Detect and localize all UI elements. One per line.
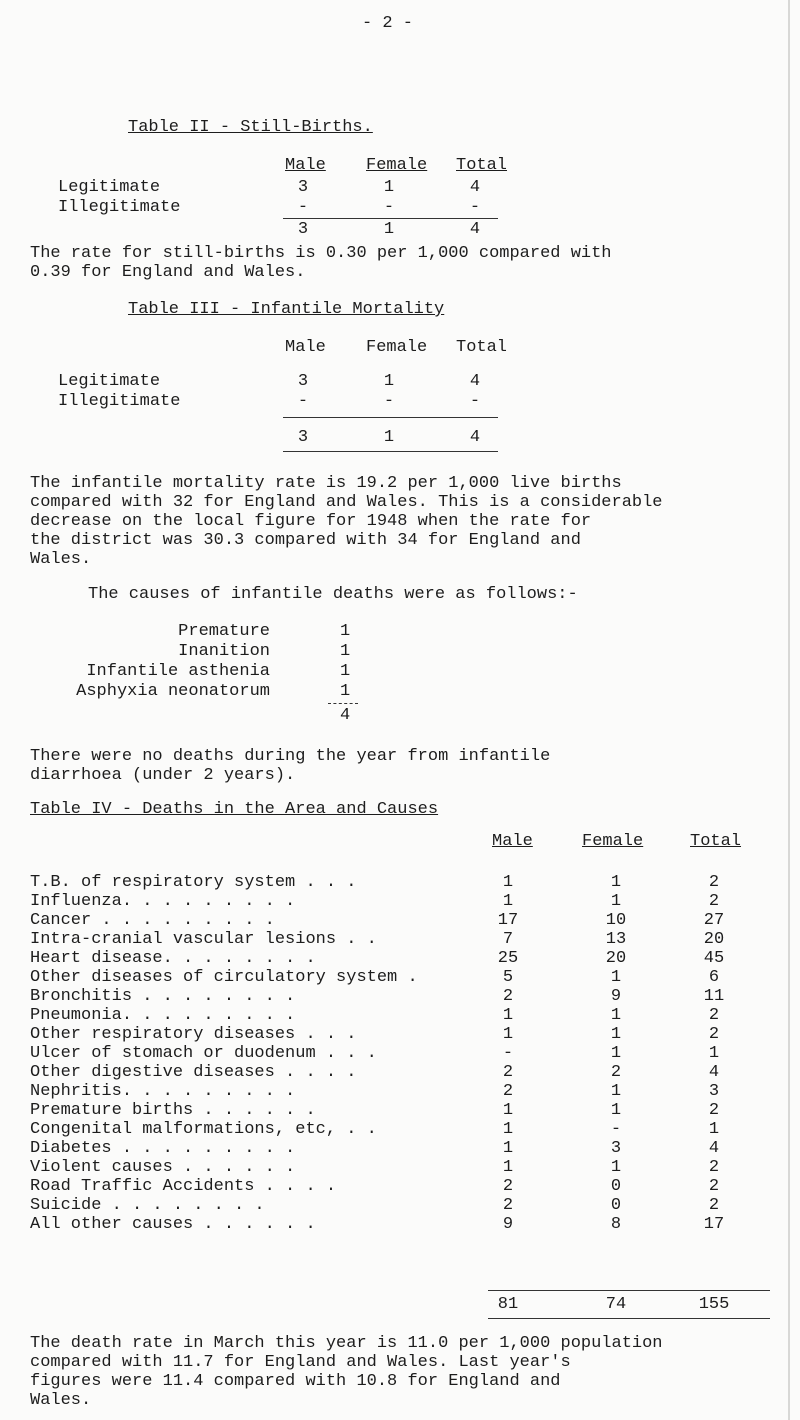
table3-total-rule (283, 417, 498, 418)
infantile-paragraph-line: The infantile mortality rate is 19.2 per 1,000 live births (30, 474, 622, 493)
table4-cell-total: 20 (703, 930, 725, 949)
table3-cell: - (469, 392, 481, 411)
deathrate-paragraph-line: figures were 11.4 compared with 10.8 for England and (30, 1372, 561, 1391)
table4-cell-female: 0 (610, 1177, 622, 1196)
table4-cell-female: 1 (610, 1025, 622, 1044)
table4-cell-total: 1 (708, 1120, 720, 1139)
table4-cell-female: 1 (610, 968, 622, 987)
table4-cell-total: 17 (703, 1215, 725, 1234)
infantile-paragraph-line: Wales. (30, 550, 92, 569)
table4-cell-female: 1 (610, 1101, 622, 1120)
infantile-paragraph-line: decrease on the local figure for 1948 when the rate for (30, 512, 592, 531)
table4-cell-female: 8 (610, 1215, 622, 1234)
table4-cell-total: 45 (703, 949, 725, 968)
table3-total-total: 4 (469, 428, 481, 447)
table4-header-total: Total (690, 832, 742, 851)
table4-cell-male: 1 (502, 1101, 514, 1120)
table3-header-female: Female (366, 338, 428, 357)
table4-row-label: Cancer . . . . . . . . . (30, 911, 275, 930)
table4-row-label: Suicide . . . . . . . . (30, 1196, 265, 1215)
table4-row-label: All other causes . . . . . . (30, 1215, 316, 1234)
table4-cell-total: 2 (708, 1196, 720, 1215)
table4-cell-male: 1 (502, 1120, 514, 1139)
table4-cell-total: 2 (708, 892, 720, 911)
table2-cell: - (297, 198, 309, 217)
table3-cell: 4 (469, 372, 481, 391)
table4-total-female: 74 (605, 1295, 627, 1314)
table4-cell-male: 2 (502, 1082, 514, 1101)
table2-title: Table II - Still-Births. (128, 118, 373, 137)
table4-cell-female: 2 (610, 1063, 622, 1082)
table4-cell-total: 11 (703, 987, 725, 1006)
infant-cause-value: 1 (340, 642, 351, 661)
table3-total-female: 1 (383, 428, 395, 447)
table2-total-female: 1 (383, 220, 395, 239)
table4-cell-female: 1 (610, 873, 622, 892)
table4-cell-female: 0 (610, 1196, 622, 1215)
table3-bottom-rule (283, 451, 498, 452)
table3-header-male: Male (285, 338, 326, 357)
table4-cell-total: 27 (703, 911, 725, 930)
infant-cause-label: Asphyxia neonatorum (76, 682, 270, 701)
table4-cell-male: 1 (502, 1006, 514, 1025)
table4-cell-total: 6 (708, 968, 720, 987)
table2-header-male: Male (285, 156, 326, 175)
table4-total-rule (488, 1290, 770, 1291)
table4-row-label: Congenital malformations, etc, . . (30, 1120, 377, 1139)
table4-cell-male: 2 (502, 1063, 514, 1082)
table4-cell-male: 1 (502, 1025, 514, 1044)
table2-cell: - (383, 198, 395, 217)
table4-row-label: Ulcer of stomach or duodenum . . . (30, 1044, 377, 1063)
table4-cell-female: 9 (610, 987, 622, 1006)
infant-cause-value: 1 (340, 682, 351, 701)
table4-cell-total: 1 (708, 1044, 720, 1063)
table4-cell-female: 1 (610, 1082, 622, 1101)
deathrate-paragraph-line: compared with 11.7 for England and Wales. Last year's (30, 1353, 571, 1372)
deathrate-paragraph-line: Wales. (30, 1391, 92, 1410)
table4-title: Table IV - Deaths in the Area and Causes (30, 800, 439, 819)
table4-cell-male: 9 (502, 1215, 514, 1234)
table3-cell: - (383, 392, 395, 411)
table4-cell-total: 2 (708, 1158, 720, 1177)
table4-row-label: Premature births . . . . . . (30, 1101, 316, 1120)
table4-cell-male: 1 (502, 1139, 514, 1158)
table2-row-label: Legitimate (58, 178, 161, 197)
table4-cell-female: 10 (605, 911, 627, 930)
table2-header-female: Female (366, 156, 428, 175)
table4-row-label: Nephritis. . . . . . . . . (30, 1082, 296, 1101)
table4-cell-female: 1 (610, 892, 622, 911)
table4-cell-male: 7 (502, 930, 514, 949)
table4-cell-male: 1 (502, 873, 514, 892)
table2-cell: 3 (297, 178, 309, 197)
infant-causes-rule (328, 703, 358, 704)
table4-cell-male: 2 (502, 1196, 514, 1215)
stillbirth-paragraph-line: 0.39 for England and Wales. (30, 263, 306, 282)
table4-cell-female: 1 (610, 1006, 622, 1025)
diarrhoea-paragraph-line: diarrhoea (under 2 years). (30, 766, 296, 785)
infant-cause-value: 1 (340, 662, 351, 681)
infant-cause-label: Inanition (178, 642, 270, 661)
table3-title: Table III - Infantile Mortality (128, 300, 445, 319)
table4-row-label: Heart disease. . . . . . . . (30, 949, 316, 968)
table4-cell-male: 25 (497, 949, 519, 968)
table3-row-label: Legitimate (58, 372, 161, 391)
table4-total-male: 81 (497, 1295, 519, 1314)
infant-causes-total: 4 (340, 706, 351, 725)
table4-row-label: Bronchitis . . . . . . . . (30, 987, 296, 1006)
table4-cell-male: 17 (497, 911, 519, 930)
table4-cell-female: - (610, 1120, 622, 1139)
table4-row-label: Influenza. . . . . . . . . (30, 892, 296, 911)
table4-cell-total: 2 (708, 1006, 720, 1025)
table2-cell: - (469, 198, 481, 217)
infantile-paragraph-line: compared with 32 for England and Wales. This is a considerable (30, 493, 663, 512)
table4-bottom-rule (488, 1318, 770, 1319)
page-number: - 2 - (362, 14, 414, 33)
table4-cell-female: 20 (605, 949, 627, 968)
page-edge (788, 0, 790, 1420)
table2-total-male: 3 (297, 220, 309, 239)
table4-cell-male: 2 (502, 987, 514, 1006)
stillbirth-paragraph-line: The rate for still-births is 0.30 per 1,000 compared with (30, 244, 612, 263)
infantile-paragraph-line: the district was 30.3 compared with 34 for England and (30, 531, 581, 550)
table4-cell-female: 3 (610, 1139, 622, 1158)
table4-cell-total: 2 (708, 873, 720, 892)
table4-row-label: Diabetes . . . . . . . . . (30, 1139, 296, 1158)
table4-row-label: T.B. of respiratory system . . . (30, 873, 357, 892)
table4-cell-female: 1 (610, 1044, 622, 1063)
table4-header-female: Female (582, 832, 644, 851)
table4-total-total: 155 (698, 1295, 730, 1314)
table4-row-label: Other diseases of circulatory system . (30, 968, 418, 987)
table4-cell-female: 1 (610, 1158, 622, 1177)
table4-cell-male: 1 (502, 1158, 514, 1177)
infant-cause-label: Infantile asthenia (86, 662, 270, 681)
table4-cell-total: 3 (708, 1082, 720, 1101)
table3-header-total: Total (456, 338, 508, 357)
diarrhoea-paragraph-line: There were no deaths during the year from infantile (30, 747, 551, 766)
table4-row-label: Violent causes . . . . . . (30, 1158, 296, 1177)
table4-cell-male: 5 (502, 968, 514, 987)
table4-row-label: Road Traffic Accidents . . . . (30, 1177, 337, 1196)
table3-cell: - (297, 392, 309, 411)
table4-row-label: Intra-cranial vascular lesions . . (30, 930, 377, 949)
table4-cell-total: 2 (708, 1101, 720, 1120)
table2-total-total: 4 (469, 220, 481, 239)
table4-cell-total: 4 (708, 1139, 720, 1158)
table4-cell-total: 4 (708, 1063, 720, 1082)
table4-header-male: Male (492, 832, 533, 851)
table2-cell: 1 (383, 178, 395, 197)
infant-cause-value: 1 (340, 622, 351, 641)
table3-row-label: Illegitimate (58, 392, 181, 411)
table4-row-label: Other respiratory diseases . . . (30, 1025, 357, 1044)
table4-row-label: Other digestive diseases . . . . (30, 1063, 357, 1082)
table4-cell-total: 2 (708, 1177, 720, 1196)
table3-cell: 1 (383, 372, 395, 391)
table3-cell: 3 (297, 372, 309, 391)
table4-cell-female: 13 (605, 930, 627, 949)
table2-row-label: Illegitimate (58, 198, 181, 217)
causes-intro: The causes of infantile deaths were as follows:- (88, 585, 578, 604)
infant-cause-label: Premature (178, 622, 270, 641)
table4-cell-male: 1 (502, 892, 514, 911)
table2-total-rule (283, 218, 498, 219)
table4-cell-male: 2 (502, 1177, 514, 1196)
table4-row-label: Pneumonia. . . . . . . . . (30, 1006, 296, 1025)
table2-header-total: Total (456, 156, 508, 175)
table4-cell-total: 2 (708, 1025, 720, 1044)
table2-cell: 4 (469, 178, 481, 197)
table3-total-male: 3 (297, 428, 309, 447)
deathrate-paragraph-line: The death rate in March this year is 11.0 per 1,000 population (30, 1334, 663, 1353)
table4-cell-male: - (502, 1044, 514, 1063)
